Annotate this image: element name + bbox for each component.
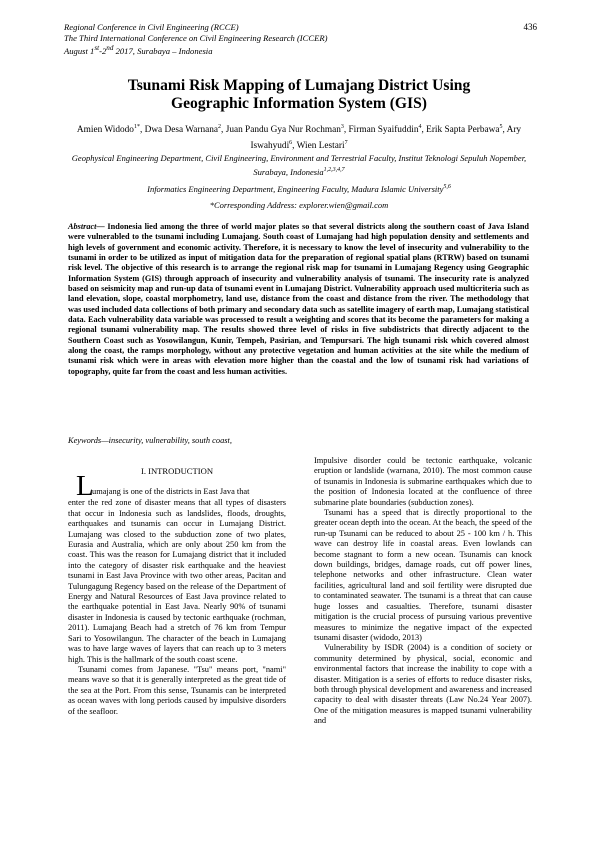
title-line-1: Tsunami Risk Mapping of Lumajang District Using [127,77,471,94]
paragraph-1: enter the red zone of disaster means that all types of disasters that occur in Indonesia such as landslides, floods, droughts, earthquakes and tsunamis can occur in Lumajang District. Lumajang was closed to the subduction zone of two plates, Eurasia and Australia, which are only about 250 km from the coast. This was the reason for Lumajang district that it included into the category of disaster risk earthquake and the heaviest tsunami in East Java Province with two other areas, Pacitan and Tulungagung Regency based on the release of the Department of Energy and Natural Resources of East Java province related to the earthquake potential in East Java. Nearly 90% of tsunami disaster in Indonesia is caused by tectonic earthquake (rochman, 2011). Lumajang Beach had a stretch of 76 km from Tempur Sari to Yosowilangun. The character of the beach in Lumajang was to have large waves of layers that can reach up to 3 meters high. This is the hallmark of the south coast scene. [68,498,286,664]
affiliation-1 [70,152,528,179]
abstract-text: — Indonesia lied among the three of world major plates so that several districts along the southern coast of Java Island were vulnerabled to the tsunami including Lumajang. South coast of Lumajang had high population density and settlements and high levels of government and economic activity. Therefore, it is necessary to know the level of insecurity and vulnerability to the tsunami in order to be utilized as input of mitigation data for the preparation of regional spatial plans (RTRW) based on tsunami risk level. The objective of this research is to arrange the regional risk map for tsunami in Lumajang Regency using Geographic Information System (GIS) through approach of insecurity and vulnerability analysis of tsunami. The insecurity rate is analyzed based on seismicity map and run-up data of tsunami event in Lumajang District. Vulnerability approach used multicriteria such as land elevation, slope, coastal morphometry, land use, distance from the coast and distance from the river. The methodology that was used included data collections of both primary and secondary data such as satellite imagery of earth map, Lumajang statistical data. Each vulnerability data variable was processed to result a weighting and scores that its become the parameters for making a regional tsunami vulnerability map. The results showed three level of risks in five subdistricts that directly adjacent to the Southern Coast such as Yosowilangun, Kunir, Tempeh, Pasirian, and Tempursari. The high tsunami risk which covered almost along the coast, the ramps morphology, without any protective vegetation and human activities at the site while the medium of tsunami risk which were in areas with elevation more higher than the coastal and the low of tsunami risk had variations of topography, quite far from the coast and less human activities. [68,222,529,376]
author-5-sup: 5 [499,124,503,130]
author-6-sup: 6 [289,139,293,146]
author-6: , Ary Iswahyudi [250,125,522,151]
author-7: , Wien Lestari [292,140,345,151]
affiliation-1-text: Geophysical Engineering Department, Civil Engineering, Environment and Terrestrial Faculty, Institut Teknologi Sepuluh Nopember, Surabaya, Indonesia [71,153,527,178]
keywords-label: Keywords [68,436,102,445]
paragraph-4: Tsunami has a speed that is directly proportional to the greater ocean depth into the ocean. At the beach, the speed of the run-up Tsunami can be reduced to about 25 - 100 km / h. This wave can destroy life in coastal areas. Even lowlands can become stagnant to form a new ocean. Tsunamis can knock down buildings, bridges, damage roads, cut off power lines, telephone networks and other infrastructure. Clean water facilities, agricultural land and soil fertility were disrupted due to contaminated seawater. The tsunami is a threat that can cause huge losses and casualties. Therefore, tsunami disaster mitigation is the crucial process of pursuing various preventive measures to minimize the negative impact of the expected tsunami disaster (widodo, 2013) [314,508,532,642]
dropcap-letter: L [76,470,94,503]
paper-title [60,77,538,113]
title-line-2: Geographic Information System (GIS) [171,95,427,112]
left-column [68,466,286,717]
author-1-sup: 1* [133,124,140,130]
keywords [68,436,529,446]
affiliation-2-sup: 5,6 [443,184,451,190]
author-2: , Dwa Desa Warnana [139,125,219,136]
author-list [70,121,528,152]
affiliation-2-text: Informatics Engineering Department, Engineering Faculty, Madura Islamic University [147,183,444,194]
author-2-sup: 2 [218,124,222,130]
running-header [64,22,534,57]
author-3: , Juan Pandu Gya Nur Rochman [221,125,341,136]
right-column [314,456,532,727]
author-5: , Erik Sapta Perbawa [421,125,500,136]
author-4: , Firman Syaifuddin [343,125,419,136]
corresponding-address: *Corresponding Address: explorer.wien@gmail.com [209,200,389,210]
keywords-text: —insecurity, vulnerability, south coast, [101,436,232,445]
paragraph-3: Impulsive disorder could be tectonic earthquake, volcanic eruption or landslide (warnana, 2010). The most common cause of tsunamis in Indonesia is submarine earthquakes which due to the position of Indonesia located at the confluence of three submarine plate boundaries (subduction zones). [314,456,532,507]
page-number: 436 [523,22,537,32]
affiliation-1-sup: 1,2,3,4,7 [323,167,345,174]
author-4-sup: 4 [418,124,422,130]
conference-name-1: Regional Conference in Civil Engineering (RCCE) [64,22,239,32]
conference-date: August 1st-2nd 2017, Surabaya – Indonesia [64,44,213,57]
affiliation-2 [70,181,528,195]
conference-name-2: The Third International Conference on Civil Engineering Research (ICCER) [64,32,328,43]
paragraph-5: Vulnerability by ISDR (2004) is a condition of society or community determined by physical, social, economic and environmental factors that increase the inability to cope with a disaster. Mitigation is a series of efforts to reduce disaster risks, both through physical development and awareness and increased capacity to deal with disaster threats (Law No.24 Year 2007). One of the mitigation measures is mapped tsunami vulnerability and [314,643,532,726]
paragraph-2: Tsunami comes from Japanese. "Tsu" means port, "nami" means wave so that it is generally interpreted as the great tide of the sea at the Port. From this sense, Tsunamis can be interpreted as ocean waves with long periods caused by impulsive disorders of the seafloor. [68,664,286,716]
author-3-sup: 3 [340,124,344,130]
section-heading-introduction: I. INTRODUCTION [140,466,214,476]
abstract-label: Abstract [68,222,97,231]
author-7-sup: 7 [344,139,348,146]
dropcap-line-text: umajang is one of the districts in East Java that [92,487,250,496]
abstract [68,222,529,377]
author-1: Amien Widodo [76,125,134,136]
